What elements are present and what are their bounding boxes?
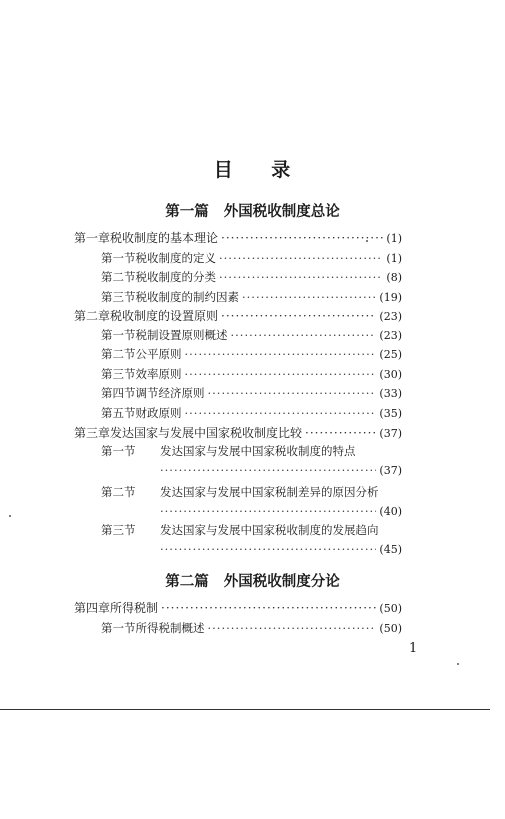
toc-entry-page: (37) [379, 427, 402, 440]
toc-entry-page: (37) [379, 464, 402, 477]
toc-entry-page: (50) [379, 622, 402, 635]
toc-entry-section[interactable] [101, 325, 402, 345]
toc-entry-title: 公平原则 [135, 347, 182, 361]
toc-entry-section[interactable] [101, 618, 402, 638]
dot-leader [208, 618, 377, 638]
toc-entry-section[interactable] [101, 403, 402, 423]
dot-leader [160, 461, 376, 479]
toc-entry-page: (23) [379, 329, 402, 342]
dot-leader [219, 267, 383, 287]
toc-entry-number: 第四章 [74, 601, 111, 615]
dot-leader [305, 423, 376, 443]
part-title-1: 第一篇 外国税收制度总论 [165, 204, 340, 220]
toc-entry-number: 第二节 [101, 347, 136, 361]
scan-speck [457, 663, 459, 665]
dot-leader [208, 383, 377, 403]
toc-entry-section[interactable] [101, 267, 402, 287]
dot-leader [185, 364, 377, 384]
toc-entry-title: 税收制度的基本理论 [110, 231, 219, 245]
toc-entry-number: 第二节 [101, 270, 136, 284]
dot-leader [221, 306, 376, 326]
toc-entry-number: 第三章 [74, 426, 111, 440]
toc-entry-title: 所得税制 [110, 601, 159, 615]
toc-entry-number: 第二章 [74, 309, 111, 323]
part-title-2: 第二篇 外国税收制度分论 [165, 574, 340, 590]
toc-entry-number: 第二节 [101, 485, 136, 499]
dot-leader [221, 228, 383, 248]
toc-entry-title: 调节经济原则 [135, 386, 205, 400]
toc-entry-chapter-1[interactable] [74, 228, 402, 248]
toc-entry-title: 财政原则 [135, 406, 182, 420]
dot-leader [231, 325, 377, 345]
bottom-rule [0, 709, 490, 710]
dot-leader [242, 287, 376, 307]
toc-entry-section[interactable] [101, 484, 402, 500]
toc-entry-number: 第四节 [101, 386, 136, 400]
toc-entry-title: 发达国家与发展中国家税收制度比较 [110, 426, 303, 440]
toc-entry-number: 第一节 [101, 444, 136, 458]
toc-entry-page: (19) [379, 291, 402, 304]
toc-entry-page: (35) [379, 407, 402, 420]
toc-entry-page: (50) [379, 602, 402, 615]
toc-entry-page: (1) [386, 232, 402, 245]
dot-leader [185, 403, 377, 423]
toc-entry-title: 所得税制概述 [135, 621, 205, 635]
toc-entry-section[interactable] [101, 248, 402, 268]
toc-entry-number: 第一章 [74, 231, 111, 245]
dot-leader [219, 248, 383, 268]
toc-entry-continuation [160, 540, 402, 558]
toc-entry-number: 第五节 [101, 406, 136, 420]
toc-entry-number: 第三节 [101, 290, 136, 304]
toc-entry-page: (25) [379, 348, 402, 361]
toc-entry-section[interactable] [101, 364, 402, 384]
toc-entry-section[interactable] [101, 287, 402, 307]
toc-entry-section[interactable] [101, 443, 402, 459]
toc-entry-title: 发达国家与发展中国家税收制度的特点 [160, 444, 356, 458]
toc-entry-number: 第三节 [101, 523, 136, 537]
page-title: 目 录 [213, 159, 292, 181]
toc-entry-number: 第一节 [101, 328, 136, 342]
toc-entry-chapter-2[interactable] [74, 306, 402, 326]
dot-leader [161, 598, 376, 618]
dot-leader [160, 540, 376, 558]
page-number: 1 [409, 641, 418, 656]
toc-entry-title: 税收制度的设置原则 [110, 309, 219, 323]
toc-entry-title: 税收制度的分类 [135, 270, 216, 284]
toc-entry-section[interactable] [101, 383, 402, 403]
toc-entry-number: 第一节 [101, 251, 136, 265]
toc-entry-page: (30) [379, 368, 402, 381]
dot-leader [160, 502, 376, 520]
toc-entry-page: (8) [386, 271, 402, 284]
toc-entry-page: (40) [379, 505, 402, 518]
scan-speck [366, 240, 368, 242]
toc-entry-title: 税收制度的定义 [135, 251, 216, 265]
toc-entry-chapter-3[interactable] [74, 423, 402, 443]
toc-entry-chapter-4[interactable] [74, 598, 402, 618]
toc-entry-title: 发达国家与发展中国家税收制度的发展趋向 [160, 523, 379, 537]
toc-entry-title: 税制设置原则概述 [135, 328, 228, 342]
toc-entry-page: (33) [379, 387, 402, 400]
scan-speck [9, 515, 11, 517]
toc-entry-title: 税收制度的制约因素 [135, 290, 239, 304]
toc-entry-continuation [160, 502, 402, 520]
toc-entry-continuation [160, 461, 402, 479]
toc-entry-number: 第一节 [101, 621, 136, 635]
toc-entry-section[interactable] [101, 344, 402, 364]
toc-entry-section[interactable] [101, 522, 402, 538]
dot-leader [185, 344, 377, 364]
toc-entry-page: (45) [379, 543, 402, 556]
toc-entry-title: 效率原则 [135, 367, 182, 381]
toc-entry-page: (23) [379, 310, 402, 323]
toc-entry-page: (1) [386, 252, 402, 265]
toc-entry-title: 发达国家与发展中国家税制差异的原因分析 [160, 485, 379, 499]
toc-entry-number: 第三节 [101, 367, 136, 381]
